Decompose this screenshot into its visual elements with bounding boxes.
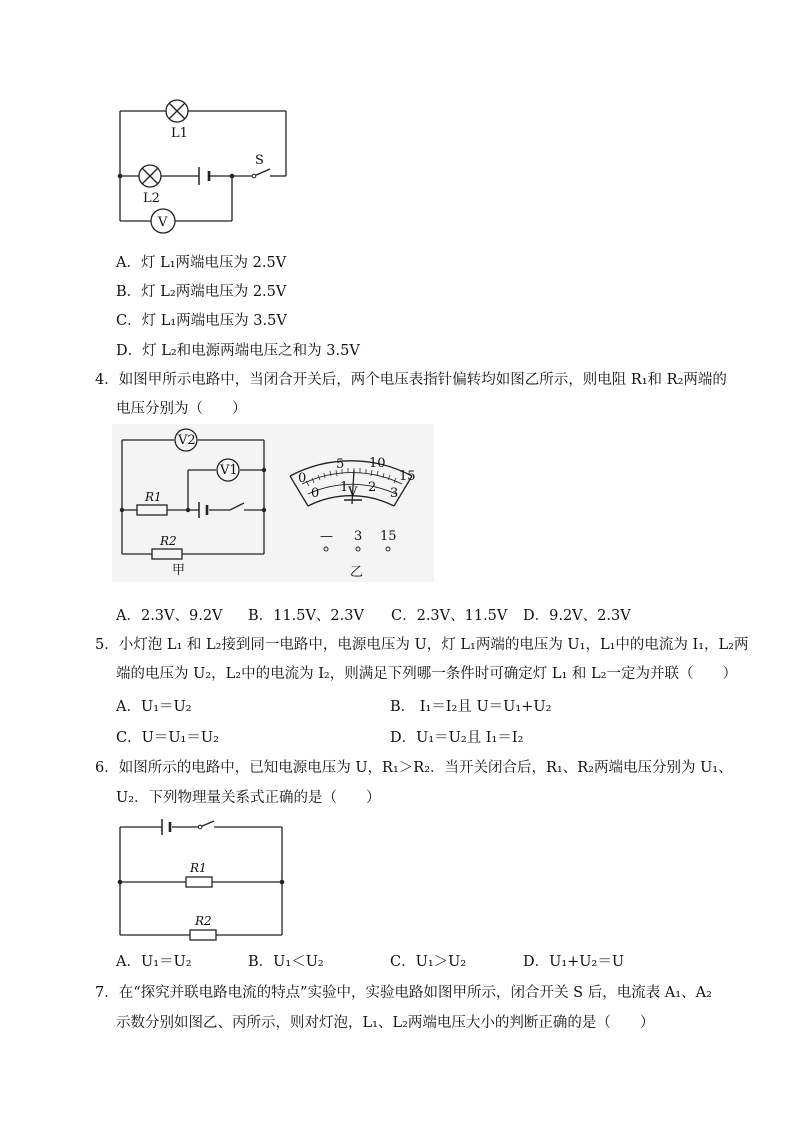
yi-scale-bottom-1: 1 (340, 480, 349, 495)
q6-circuit-figure (110, 815, 300, 945)
circuit3-label-s: S (255, 153, 264, 168)
q4-option-c: C．2.3V、11.5V (391, 608, 508, 624)
q6-label-r2: R2 (195, 914, 212, 928)
yi-unit-v: V (348, 485, 358, 500)
q4-figure-jia (112, 424, 434, 582)
circuit3-label-l2: L2 (143, 191, 160, 206)
yi-scale-top-0: 0 (298, 471, 307, 486)
q3-circuit-figure (110, 90, 310, 240)
q4-option-d: D．9.2V、2.3V (523, 608, 631, 624)
jia-label-v2: V2 (178, 433, 196, 448)
q4-option-a: A．2.3V、9.2V (116, 608, 223, 624)
q4-stem-line1: 4．如图甲所示电路中，当闭合开关后，两个电压表指针偏转均如图乙所示，则电阻 R₁和 R₂两端的 (95, 372, 727, 388)
yi-terminal-15: 15 (380, 529, 397, 544)
q3-option-b: B．灯 L₂两端电压为 2.5V (116, 284, 287, 300)
yi-terminal-minus: — (320, 529, 333, 544)
q4-stem-line2: 电压分别为（ ） (116, 401, 247, 417)
q3-option-c: C．灯 L₁两端电压为 3.5V (116, 313, 287, 329)
q6-stem-line1: 6．如图所示的电路中，已知电源电压为 U，R₁＞R₂．当开关闭合后，R₁、R₂两端电压分别为 U₁、 (95, 760, 733, 776)
yi-scale-bottom-3: 3 (390, 486, 399, 501)
q4-option-b: B．11.5V、2.3V (248, 608, 364, 624)
jia-label-r2: R2 (160, 534, 177, 548)
q3-option-a: A．灯 L₁两端电压为 2.5V (116, 255, 287, 271)
yi-scale-top-5: 5 (336, 457, 345, 472)
jia-label-r1: R1 (145, 490, 162, 504)
q6-option-c: C．U₁＞U₂ (390, 954, 467, 970)
q5-stem-line1: 5．小灯泡 L₁ 和 L₂接到同一电路中，电源电压为 U，灯 L₁两端的电压为 U₁，L₁中的电流为 I₁，L₂两 (95, 637, 749, 653)
yi-scale-top-15: 15 (399, 469, 416, 484)
q6-option-d: D．U₁+U₂＝U (523, 954, 625, 970)
jia-caption: 甲 (172, 563, 186, 578)
q6-option-a: A．U₁＝U₂ (116, 954, 192, 970)
yi-caption: 乙 (350, 565, 364, 580)
yi-scale-top-10: 10 (369, 456, 386, 471)
q6-stem-line2: U₂．下列物理量关系式正确的是（ ） (116, 790, 381, 806)
q5-stem-line2: 端的电压为 U₂，L₂中的电流为 I₂，则满足下列哪一条件时可确定灯 L₁ 和 L₂一定为并联（ ） (116, 666, 737, 682)
q7-stem-line1: 7．在“探究并联电路电流的特点”实验中，实验电路如图甲所示，闭合开关 S 后，电流表 A₁、A₂ (95, 985, 712, 1001)
q7-stem-line2: 示数分别如图乙、丙所示，则对灯泡，L₁、L₂两端电压大小的判断正确的是（ ） (116, 1015, 655, 1031)
circuit3-label-v: V (158, 215, 168, 230)
q3-option-d: D．灯 L₂和电源两端电压之和为 3.5V (116, 343, 360, 359)
circuit3-label-l1: L1 (171, 126, 188, 141)
yi-terminal-3: 3 (354, 529, 363, 544)
q5-option-b: B． I₁＝I₂且 U＝U₁+U₂ (390, 699, 552, 715)
q5-option-d: D．U₁＝U₂且 I₁＝I₂ (390, 730, 524, 746)
yi-scale-bottom-2: 2 (368, 480, 377, 495)
jia-label-v1: V1 (220, 463, 238, 478)
q6-option-b: B．U₁＜U₂ (248, 954, 324, 970)
yi-scale-bottom-0: 0 (311, 486, 320, 501)
q6-label-r1: R1 (190, 861, 207, 875)
q5-option-c: C．U＝U₁＝U₂ (116, 730, 219, 746)
q5-option-a: A．U₁＝U₂ (116, 699, 192, 715)
